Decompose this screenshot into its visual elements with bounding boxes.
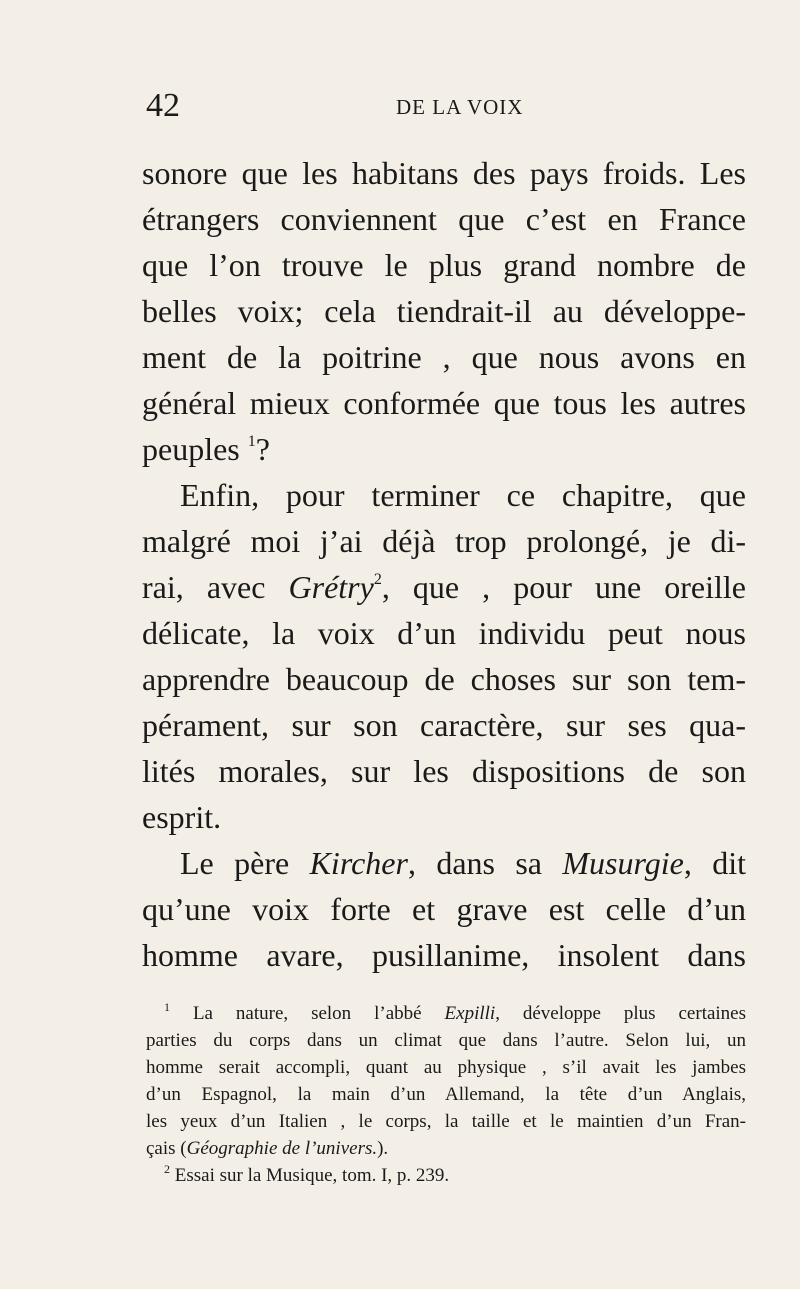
- text-line: malgré moi j’ai déjà trop prolongé, je di-: [142, 523, 746, 559]
- text-segment: , développe plus certaines: [495, 1003, 747, 1024]
- footnote-line: les yeux d’un Italien , le corps, la taille et le maintien d’un Fran-: [146, 1111, 746, 1132]
- text-line: délicate, la voix d’un individu peut nous: [142, 615, 746, 651]
- footnotes: [146, 1000, 746, 1189]
- text-line: esprit.: [142, 799, 222, 835]
- footnote-ref[interactable]: 1: [247, 433, 256, 450]
- text-segment: , que , pour une oreille: [381, 569, 747, 605]
- author-name: Kircher: [309, 845, 408, 881]
- text-line: sonore que les habitans des pays froids. Les: [142, 155, 746, 191]
- text-line: lités morales, sur les dispositions de son: [142, 753, 746, 789]
- text-line: étrangers conviennent que c’est en France: [142, 201, 746, 237]
- body-text: [142, 150, 746, 978]
- author-name: Expilli: [444, 1003, 496, 1024]
- text-segment: ).: [377, 1138, 389, 1159]
- text-line: ment de la poitrine , que nous avons en: [142, 339, 746, 375]
- text-line: que l’on trouve le plus grand nombre de: [142, 247, 746, 283]
- text-segment: Le père: [180, 845, 310, 881]
- running-head: DE LA VOIX: [396, 95, 524, 119]
- text-segment: peuples: [142, 431, 248, 467]
- text-line: [142, 564, 746, 610]
- text-line: homme avare, pusillanime, insolent dans: [142, 937, 746, 973]
- text-line: Enfin, pour terminer ce chapitre, que: [180, 477, 746, 513]
- text-line: [142, 426, 746, 472]
- text-line: pérament, sur son caractère, sur ses qua-: [142, 707, 746, 743]
- text-line: [142, 840, 746, 886]
- footnote-line: parties du corps dans un climat que dans l’autre. Selon lui, un: [146, 1030, 746, 1051]
- text-line: apprendre beaucoup de choses sur son tem-: [142, 661, 746, 697]
- footnote-ref[interactable]: 2: [373, 571, 382, 588]
- page-number: 42: [146, 87, 180, 124]
- text-segment: , dit: [683, 845, 747, 881]
- text-segment: çais (: [146, 1138, 187, 1159]
- page-header: [146, 86, 738, 126]
- text-segment: Essai sur la Musique, tom. I, p. 239.: [174, 1165, 450, 1186]
- footnote-line: d’un Espagnol, la main d’un Allemand, la tête d’un Anglais,: [146, 1084, 746, 1105]
- footnote-line: [146, 1135, 746, 1162]
- author-name: Grétry: [288, 569, 374, 605]
- footnote-2: [146, 1162, 746, 1189]
- text-segment: , dans sa: [407, 845, 563, 881]
- work-title: Géographie de l’univers.: [186, 1138, 378, 1159]
- footnote-1: [146, 1000, 746, 1027]
- work-title: Musurgie: [562, 845, 684, 881]
- footnote-marker: 1: [164, 1000, 170, 1014]
- text-segment: ?: [255, 431, 270, 467]
- text-segment: La nature, selon l’abbé: [192, 1003, 445, 1024]
- text-line: général mieux conformée que tous les autres: [142, 385, 746, 421]
- text-line: belles voix; cela tiendrait-il au développe-: [142, 293, 746, 329]
- footnote-line: homme serait accompli, quant au physique , s’il avait les jambes: [146, 1057, 746, 1078]
- text-segment: rai, avec: [142, 569, 289, 605]
- text-line: qu’une voix forte et grave est celle d’un: [142, 891, 746, 927]
- footnote-marker: 2: [164, 1162, 170, 1176]
